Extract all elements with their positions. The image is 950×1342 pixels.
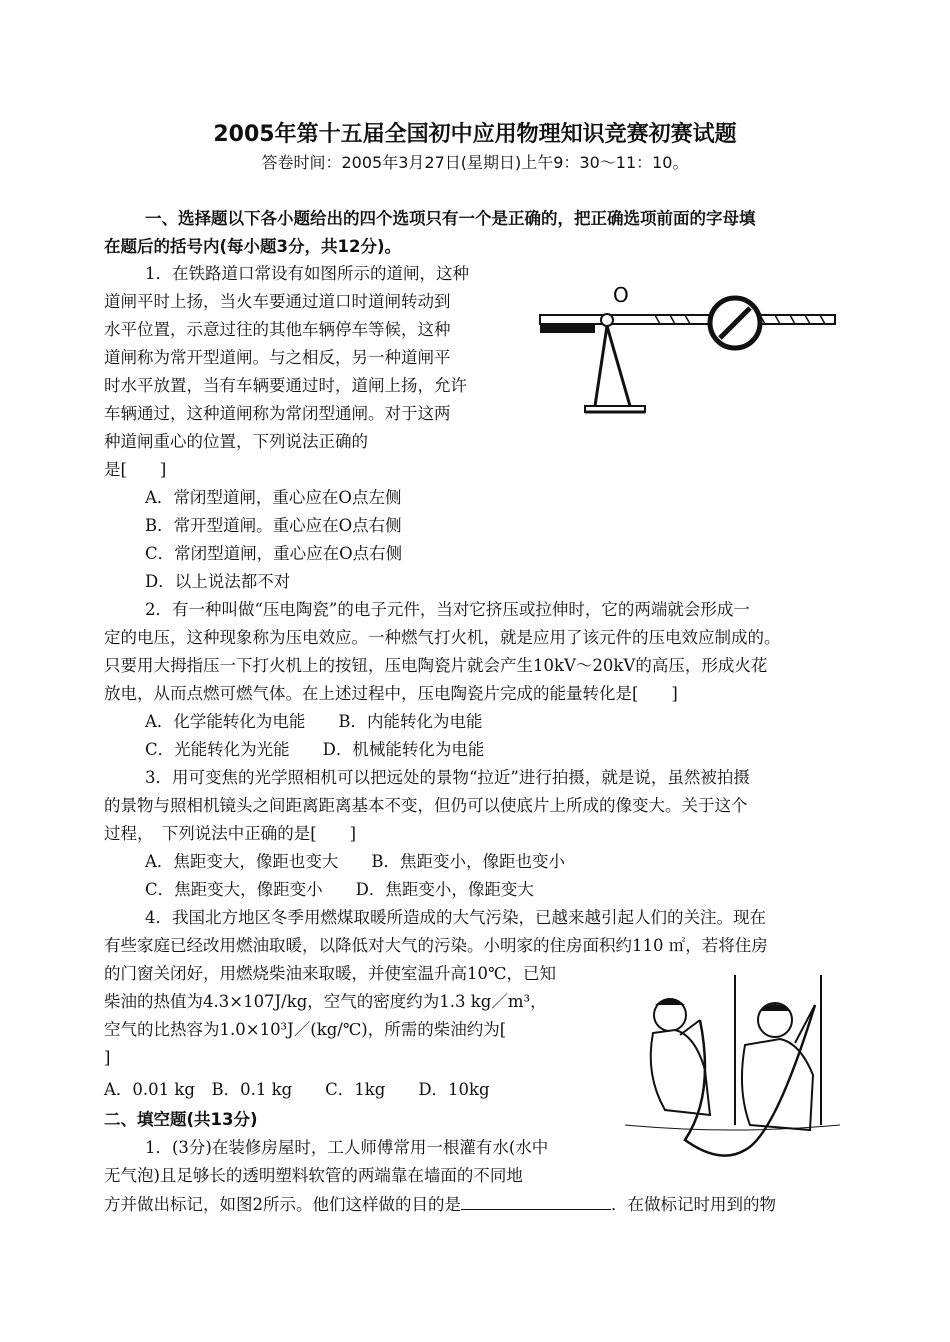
- workers-figure: [625, 975, 840, 1170]
- q1-option-a: A．常闭型道闸，重心应在O点左侧: [145, 488, 402, 507]
- pivot: [601, 314, 613, 326]
- q2-options: A．化学能转化为电能 B．内能转化为电能: [145, 712, 483, 731]
- q4-text: 柴油的热值为4.3×107J/kg，空气的密度约为1.3 kg／m³，: [104, 992, 547, 1011]
- q1-text: 车辆通过，这种道闸称为常闭型通闸。对于这两: [104, 404, 451, 423]
- barrier-gate-figure: [530, 278, 840, 423]
- q1-option-d: D．以上说法都不对: [145, 572, 291, 591]
- q2-text: 只要用大拇指压一下打火机上的按钮，压电陶瓷片就会产生10kV～20kV的高压，形成火花: [104, 656, 768, 675]
- q2-text: 放电，从而点燃可燃气体。在上述过程中，压电陶瓷片完成的能量转化是[ ]: [104, 684, 678, 703]
- q1-option-c: C．常闭型道闸，重心应在O点右侧: [145, 544, 403, 563]
- q1-text: 道闸平时上扬，当火车要通过道口时道闸转动到: [104, 292, 451, 311]
- q4-text: 有些家庭已经改用燃油取暖，以降低对大气的污染。小明家的住房面积约110 ㎡，若将住房: [104, 936, 768, 955]
- q3-text: 过程， 下列说法中正确的是[ ]: [104, 824, 357, 843]
- q1-option-b: B．常开型道闸。重心应在O点右侧: [145, 516, 402, 535]
- s2-q1-text: 1．(3分)在装修房屋时，工人师傅常用一根灌有水(水中: [145, 1138, 549, 1157]
- q1-text: 1．在铁路道口常设有如图所示的道闸，这种: [145, 264, 469, 283]
- q1-answer-bracket: 是[ ]: [104, 460, 167, 479]
- s2-q1-text-after: ．在做标记时用到的物: [611, 1195, 776, 1214]
- exam-time: 答卷时间：2005年3月27日(星期日)上午9：30～11：10。: [261, 153, 689, 172]
- q2-text: 定的电压，这种现象称为压电效应。一种燃气打火机，就是应用了该元件的压电效应制成的。: [104, 628, 781, 647]
- q1-text: 水平位置，示意过往的其他车辆停车等候，这种: [104, 320, 451, 339]
- q3-options: C．焦距变大，像距变小 D．焦距变小，像距变大: [145, 880, 534, 899]
- section-1-heading-cont: 在题后的括号内(每小题3分，共12分)。: [104, 237, 402, 256]
- s2-q1-text-before: 方并做出标记，如图2所示。他们这样做的目的是: [104, 1195, 461, 1214]
- section-1-heading: 一、选择题以下各小题给出的四个选项只有一个是正确的，把正确选项前面的字母填: [145, 209, 756, 228]
- pivot-label: O: [613, 283, 629, 307]
- q4-text: ]: [104, 1048, 111, 1067]
- q4-text: 的门窗关闭好，用燃烧柴油来取暖，并使室温升高10℃，已知: [104, 964, 556, 983]
- q4-text: 空气的比热容为1.0×10³J／(kg/℃)，所需的柴油约为[: [104, 1020, 507, 1039]
- q1-text: 道闸称为常开型道闸。与之相反，另一种道闸平: [104, 348, 451, 367]
- q2-text: 2．有一种叫做“压电陶瓷”的电子元件，当对它挤压或拉伸时，它的两端就会形成一: [145, 600, 750, 619]
- q3-options: A．焦距变大，像距也变大 B．焦距变小，像距也变小: [145, 852, 566, 871]
- section-2-heading: 二、填空题(共13分): [104, 1110, 258, 1129]
- q1-text: 时水平放置，当有车辆要通过时，道闸上扬，允许: [104, 376, 467, 395]
- q3-text: 3．用可变焦的光学照相机可以把远处的景物“拉近”进行拍摄，就是说，虽然被拍摄: [145, 768, 750, 787]
- s2-q1-text: 无气泡)且足够长的透明塑料软管的两端靠在墙面的不同地: [104, 1166, 523, 1185]
- q4-options: A．0.01 kg B．0.1 kg C．1kg D．10kg: [104, 1080, 490, 1099]
- q3-text: 的景物与照相机镜头之间距离距离基本不变，但仍可以使底片上所成的像变大。关于这个: [104, 796, 748, 815]
- q4-text: 4．我国北方地区冬季用燃煤取暖所造成的大气污染，已越来越引起人们的关注。现在: [145, 908, 766, 927]
- q1-text: 种道闸重心的位置，下列说法正确的: [104, 432, 368, 451]
- page-title: 2005年第十五届全国初中应用物理知识竞赛初赛试题: [213, 122, 737, 147]
- q2-options: C．光能转化为光能 D．机械能转化为电能: [145, 740, 485, 759]
- s2-q1-text-last: [104, 1193, 776, 1216]
- answer-blank[interactable]: [461, 1193, 611, 1210]
